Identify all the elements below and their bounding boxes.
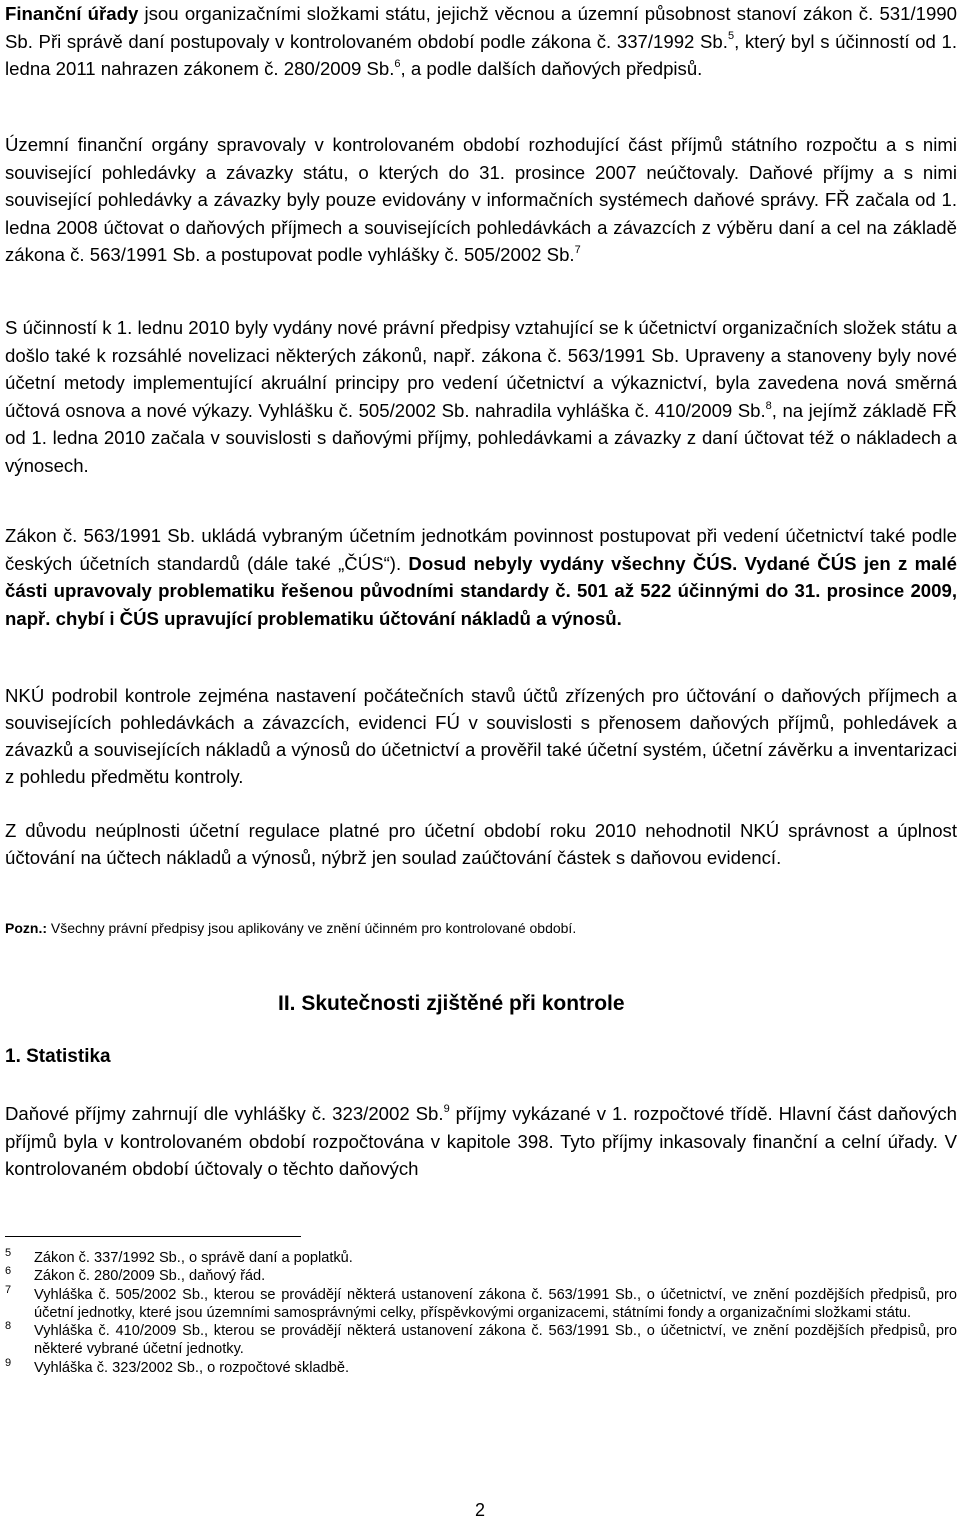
text-span: S účinností k 1. lednu 2010 byly vydány nové právní předpisy vztahující se k účetnictví organizačních složek státu a došlo také k rozsáhlé novelizaci některých zákonů, např. zákona č. 563/1991 Sb. Upraveny a stanoveny byly nové účetní metody implementující akruální principy pro vedení účetnictví a výkaznictví, byla zavedena nová směrná účtová osnova a nové výkazy. Vyhlášku č. 505/2002 Sb. nahradila vyhláška č. 410/2009 Sb. xyxy=(5,317,957,421)
bold-finding: Dosud nebyly vydány všechny ČÚS. Vydané ČÚS jen z malé části upravovaly problematiku řešenou původními standardy č. 501 až 522 účinnými do 31. prosince 2009, např. chybí i ČÚS upravující problematiku účtování nákladů a výnosů. xyxy=(5,552,957,629)
paragraph-danove-prijmy xyxy=(5,1100,957,1183)
text-span: Územní finanční orgány spravovaly v kontrolovaném období rozhodující část příjmů státního rozpočtu a s nimi související pohledávky a závazky státu, o kterých do 31. prosince 2007 neúčtovaly. Daňové příjmy a s nimi související pohledávky a závazky byly pouze evidovány v informačních systémech daňové správy. FŘ začala od 1. ledna 2008 účtovat o daňových příjmech a souvisejících pohledávkách a závazcích z výběru daní a cel na základě zákona č. 563/1991 Sb. a postupovat podle vyhlášky č. 505/2002 Sb. xyxy=(5,134,957,266)
footnote-text: Zákon č. 280/2009 Sb., daňový řád. xyxy=(34,1268,266,1285)
footnote-number: 7 xyxy=(5,1283,12,1296)
footnote-6 xyxy=(5,1267,957,1285)
page-number: 2 xyxy=(474,1500,485,1520)
footnote-8 xyxy=(5,1322,957,1359)
paragraph-zakon-563 xyxy=(5,522,957,632)
footnote-number: 9 xyxy=(5,1356,12,1369)
paragraph-ucinnost-2010 xyxy=(5,314,957,480)
text-span: , a podle dalších daňových předpisů. xyxy=(400,58,703,80)
footnote-text: Vyhláška č. 410/2009 Sb., kterou se provádějí některá ustanovení zákona č. 563/1991 Sb., o účetnictví, ve znění pozdějších předpisů, pro některé vybrané účetní jednotky. xyxy=(34,1323,957,1358)
section-heading: 1. Statistika xyxy=(5,1046,111,1067)
text-span: , na jejímž základě FŘ od 1. ledna 2010 začala v souvislosti s daňovými příjmy, pohledávkami a závazky z daní účtovat též o nákladech a výnosech. xyxy=(5,399,957,476)
footnote-number: 6 xyxy=(5,1265,12,1278)
paragraph-financni-urady xyxy=(5,0,957,83)
paragraph-nku-kontrola xyxy=(5,682,957,790)
footnote-number: 5 xyxy=(5,1247,12,1259)
text-span: jsou organizačními složkami státu, jejichž věcnou a územní působnost stanoví zákon č. 531/1990 Sb. Při správě daní postupovaly v kontrolovaném období podle zákona č. 337/1992 Sb. xyxy=(5,3,957,52)
term-financni-urady: Finanční úřady xyxy=(5,3,139,24)
footnote-ref-5[interactable]: 5 xyxy=(727,30,735,43)
footnote-5 xyxy=(5,1249,957,1267)
text-span: Zákon č. 563/1991 Sb. ukládá vybraným účetním jednotkám povinnost postupovat při vedení účetnictví také podle českých účetních standardů (dále také „ČÚS“). xyxy=(5,525,957,574)
footnote-text: Vyhláška č. 323/2002 Sb., o rozpočtové skladbě. xyxy=(34,1359,350,1376)
text-span: , který byl s účinností od 1. ledna 2011 nahrazen zákonem č. 280/2009 Sb. xyxy=(5,30,957,80)
footnotes xyxy=(5,1249,957,1377)
text-span: Z důvodu neúplnosti účetní regulace platné pro účetní období roku 2010 nehodnotil NKÚ správnost a úplnost účtování na účtech nákladů a výnosů, nýbrž jen soulad zaúčtování částek s daňovou evidencí. xyxy=(5,820,957,868)
footnote-text: Zákon č. 337/1992 Sb., o správě daní a poplatků. xyxy=(34,1250,353,1266)
chapter-heading: II. Skutečnosti zjištěné při kontrole xyxy=(278,992,625,1015)
text-span: Daňové příjmy zahrnují dle vyhlášky č. 323/2002 Sb. xyxy=(5,1103,444,1124)
footnote-ref-7[interactable]: 7 xyxy=(574,244,581,257)
paragraph-neuplnost xyxy=(5,817,957,871)
footnote-9 xyxy=(5,1356,957,1377)
text-span: příjmy vykázané v 1. rozpočtové třídě. Hlavní část daňových příjmů byla v kontrolovaném období rozpočtována v kapitole 398. Tyto příjmy inkasovaly finanční a celní úřady. V kontrolovaném období účtovaly o těchto daňových xyxy=(5,1103,957,1180)
footnote-ref-6[interactable]: 6 xyxy=(394,58,401,70)
paragraph-uzemni-organy xyxy=(5,131,957,269)
footnote-7 xyxy=(5,1283,957,1323)
footnote-separator xyxy=(5,1236,301,1237)
note-text: Všechny právní předpisy jsou aplikovány ve znění účinném pro kontrolované období. xyxy=(47,920,577,936)
text-span: NKÚ podrobil kontrole zejména nastavení počátečních stavů účtů zřízených pro účtování o daňových příjmech a souvisejících pohledávkách a závazcích, evidenci FÚ v souvislosti s přenosem daňových příjmů, pohledávek a závazků a souvisejících nákladů a výnosů do účetnictví a prověřil také účetní systém, účetní závěrku a inventarizaci z pohledu předmětu kontroly. xyxy=(5,685,957,787)
footnote-ref-8[interactable]: 8 xyxy=(765,399,772,412)
footnote-ref-9[interactable]: 9 xyxy=(443,1102,450,1115)
note-label: Pozn.: xyxy=(5,920,47,936)
note-line xyxy=(5,919,957,937)
footnote-text: Vyhláška č. 505/2002 Sb., kterou se provádějí některá ustanovení zákona č. 563/1991 Sb., o účetnictví, ve znění pozdějších předpisů, pro účetní jednotky, které jsou územními samosprávnými celky, příspěvkovými organizacemi, státními fondy a organizačními složkami státu. xyxy=(34,1286,957,1321)
footnote-number: 8 xyxy=(5,1320,12,1333)
